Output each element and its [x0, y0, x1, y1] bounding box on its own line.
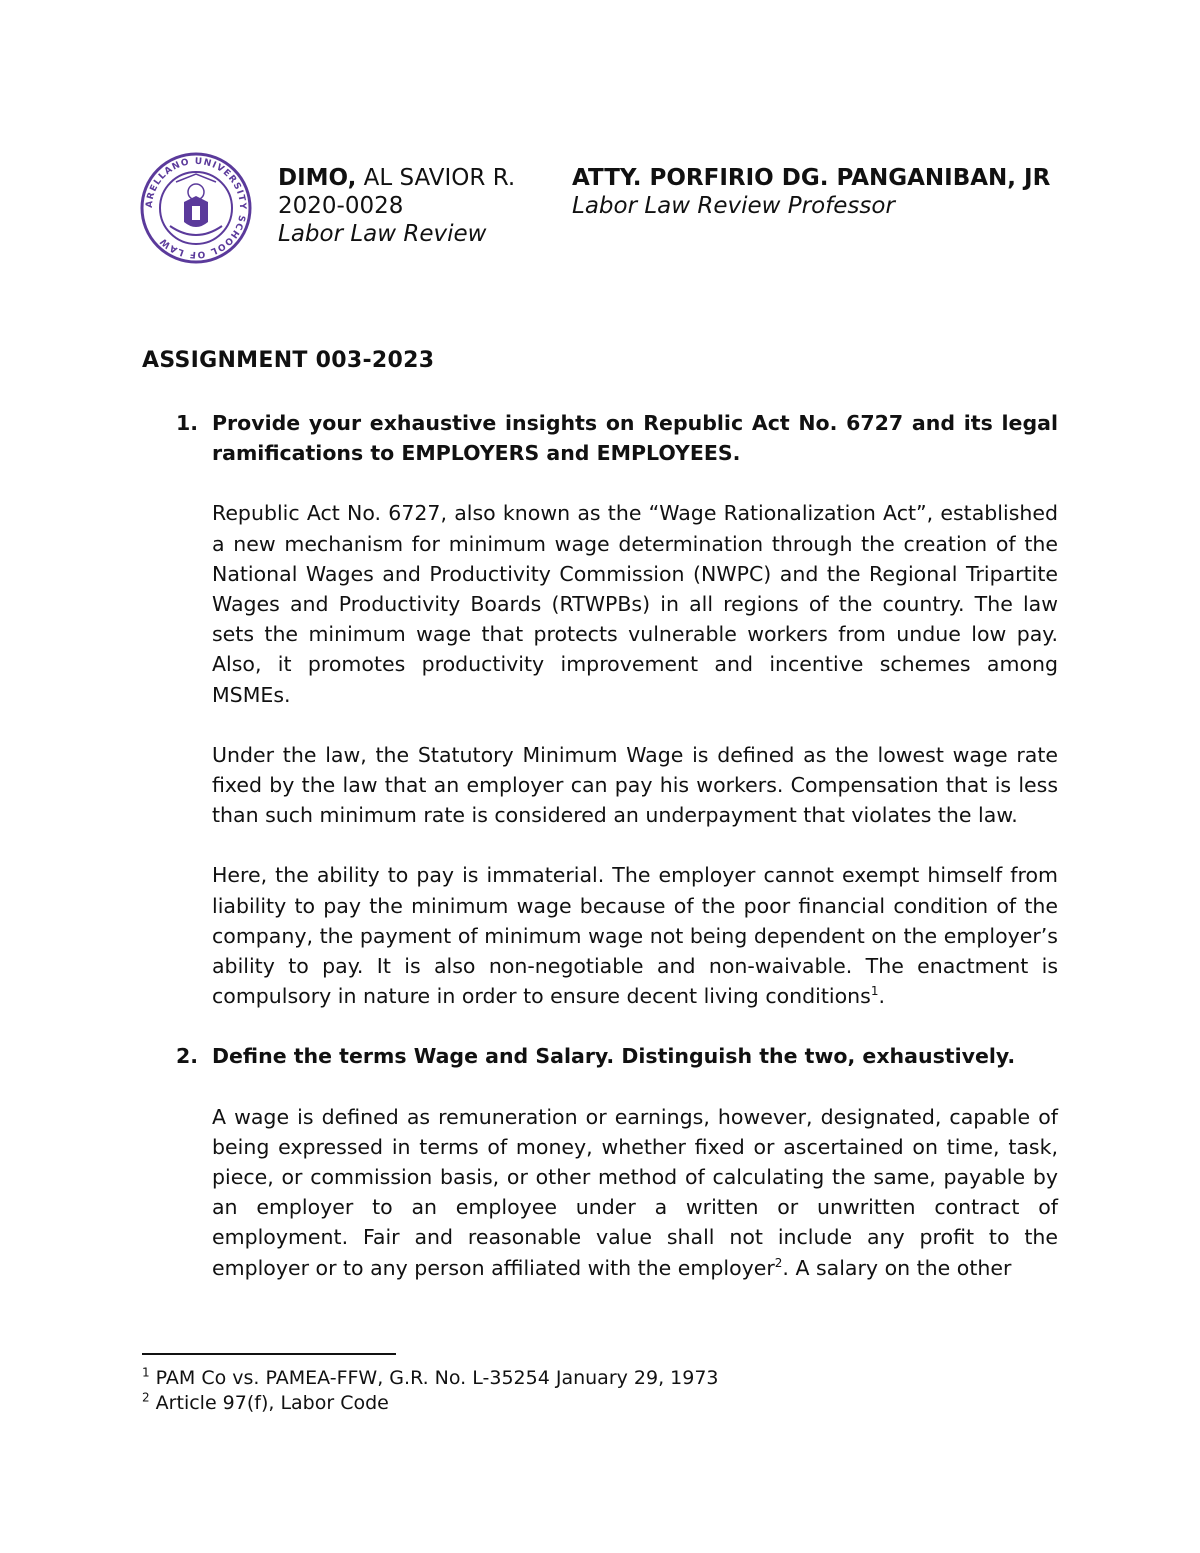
- student-surname: DIMO,: [278, 165, 357, 191]
- question-2: [142, 1041, 1058, 1071]
- answer-paragraph: [212, 1102, 1058, 1283]
- answer-text-cont: . A salary on the other: [782, 1255, 1012, 1280]
- course-name: Labor Law Review: [278, 221, 487, 247]
- question-number: 1.: [176, 411, 199, 435]
- footnote-divider: [142, 1353, 396, 1355]
- question-number: 2.: [176, 1044, 199, 1069]
- footnote-1: [142, 1366, 719, 1390]
- student-name: [278, 164, 515, 192]
- footnote-2: [142, 1391, 389, 1415]
- answer-text-end: .: [878, 984, 885, 1009]
- answer-paragraph: Republic Act No. 6727, also known as the “Wage Rationalization Act”, established a new mechanism for minimum wage determination through the creation of the National Wages and Productivity Commission (NWPC) and the Regional Tripartite Wages and Productivity Boards (RTWPBs) in all regions of the country. The law sets the minimum wage that protects vulnerable workers from undue low pay. Also, it promotes productivity improvement and incentive schemes among MSMEs.: [212, 501, 1058, 707]
- question-1: [142, 408, 1058, 468]
- university-seal-logo: [140, 152, 252, 264]
- footnote-mark: 1: [142, 1365, 150, 1380]
- answer-paragraph: [212, 860, 1058, 1011]
- student-info: [278, 164, 515, 248]
- professor-role: Labor Law Review Professor: [572, 193, 895, 219]
- footnote-ref: 2: [774, 1255, 783, 1270]
- svg-text:ARELLANO UNIVERSITY SCHOOL OF: ARELLANO UNIVERSITY SCHOOL OF LAW: [144, 156, 248, 260]
- professor-name: ATTY. PORFIRIO DG. PANGANIBAN, JR: [572, 165, 1051, 191]
- student-given-name: AL SAVIOR R.: [356, 165, 516, 191]
- answer-text: Here, the ability to pay is immaterial. The employer cannot exempt himself from liability to pay the minimum wage because of the poor financial condition of the company, the payment of minimum wage not being dependent on the employer’s ability to pay. It is also non-negotiable and non-waivable. The enactment is compulsory in nature in order to ensure decent living conditions: [212, 863, 1058, 1009]
- assignment-title: ASSIGNMENT 003-2023: [142, 348, 435, 373]
- answer-paragraph: Under the law, the Statutory Minimum Wage is defined as the lowest wage rate fixed by the law that an employer can pay his workers. Compensation that is less than such minimum rate is considered an underpayment that violates the law.: [212, 742, 1058, 828]
- footnote-mark: 2: [142, 1390, 150, 1405]
- document-body: [142, 408, 1058, 1283]
- footnote-text: PAM Co vs. PAMEA-FFW, G.R. No. L-35254 January 29, 1973: [149, 1367, 719, 1389]
- footnote-ref: 1: [870, 984, 879, 999]
- professor-info: [572, 164, 1050, 220]
- question-text: Define the terms Wage and Salary. Distinguish the two, exhaustively.: [212, 1044, 1016, 1069]
- answer-text: A wage is defined as remuneration or earnings, however, designated, capable of being expressed in terms of money, whether fixed or ascertained on time, task, piece, or commission basis, or other method of calculating the same, payable by an employer to an employee under a written or unwritten contract of employment. Fair and reasonable value shall not include any profit to the employer or to any person affiliated with the employer: [212, 1104, 1058, 1280]
- question-text: Provide your exhaustive insights on Republic Act No. 6727 and its legal ramifications to EMPLOYERS and EMPLOYEES.: [212, 411, 1058, 466]
- student-id: 2020-0028: [278, 193, 404, 219]
- footnote-text: Article 97(f), Labor Code: [149, 1392, 389, 1414]
